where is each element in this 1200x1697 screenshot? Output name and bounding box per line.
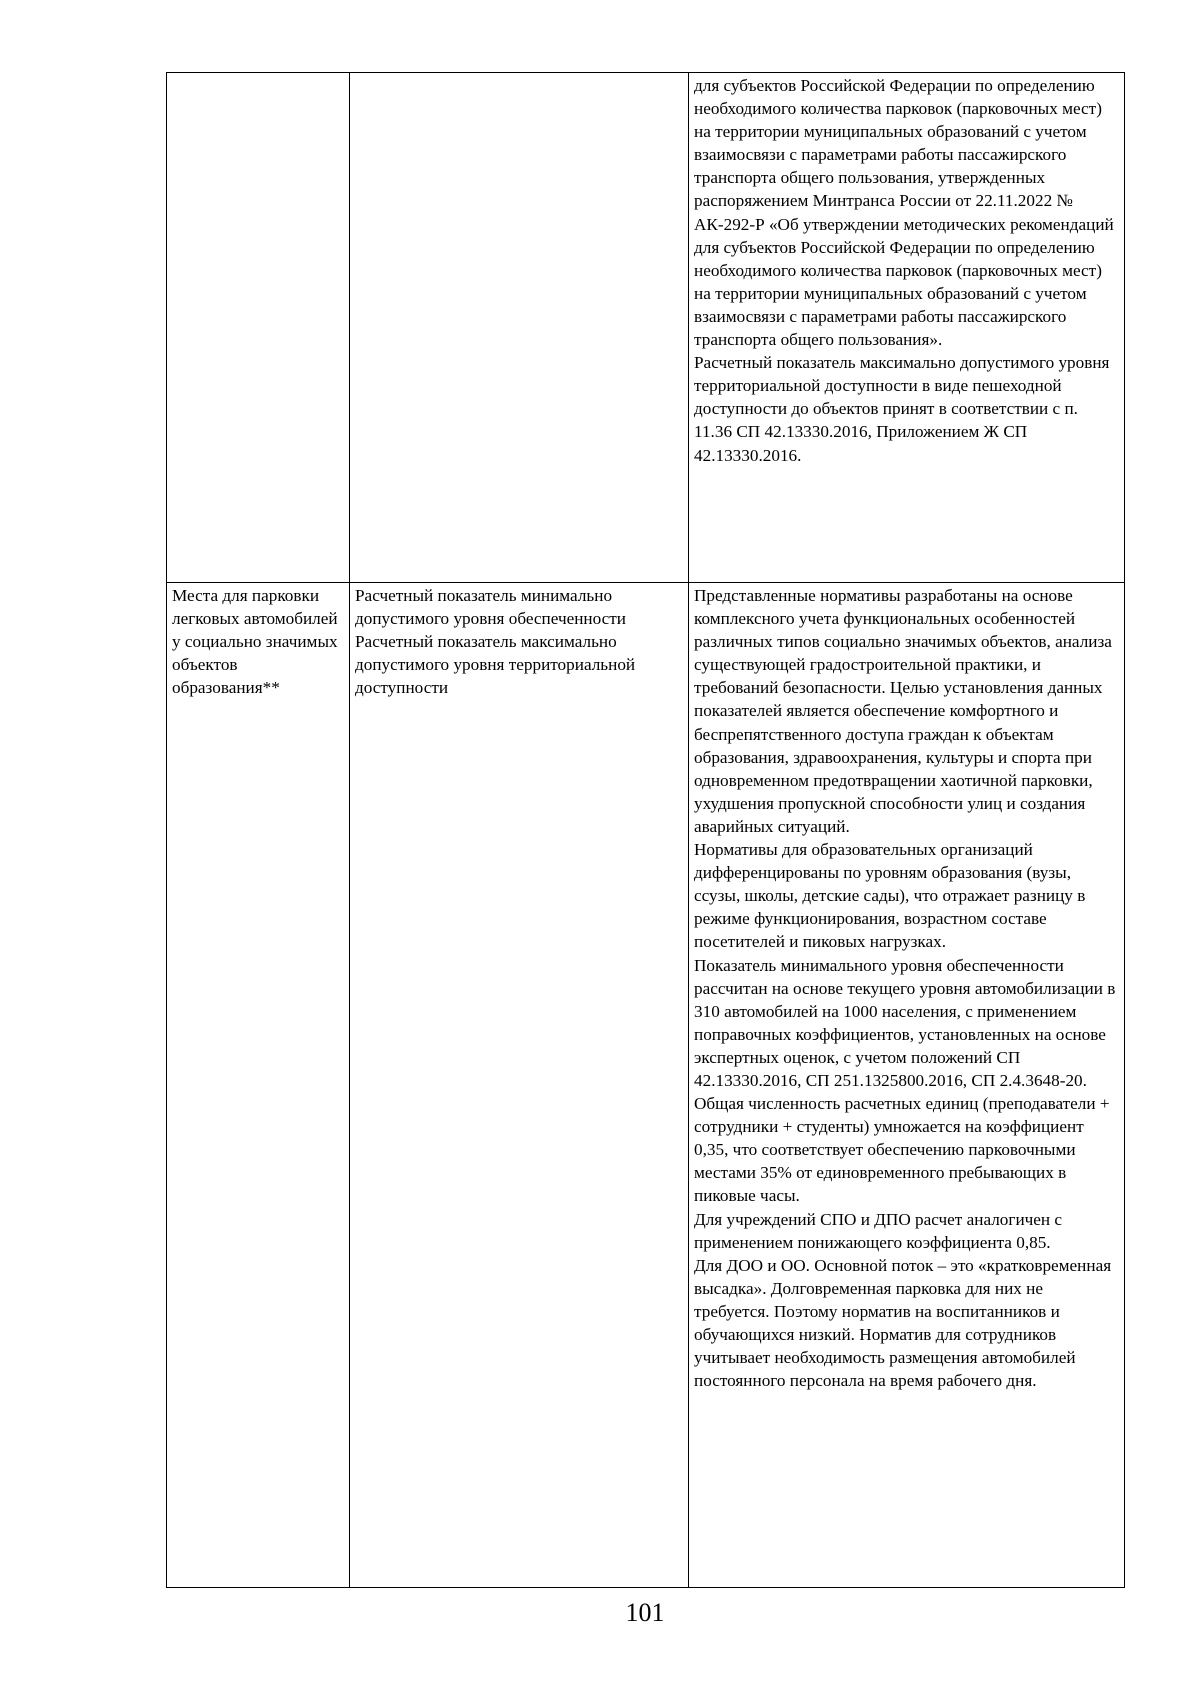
indicator-cell <box>350 583 689 1588</box>
justification-paragraph: Для учреждений СПО и ДПО расчет аналогичен с применением понижающего коэффициента 0,85. <box>694 1209 1063 1252</box>
document-table <box>166 72 1125 1588</box>
justification-cell <box>689 583 1125 1588</box>
justification-paragraph: Общая численность расчетных единиц (преподаватели + сотрудники + студенты) умножается на коэффициент 0,35, что соответствует обеспечению парковочными местами 35% от единовременного пребывающих в пиковые часы. <box>694 1094 1110 1206</box>
justification-paragraph: Нормативы для образовательных организаций дифференцированы по уровням образования (вузы, ссузы, школы, детские сады), что отражает разницу в режиме функционирования, возрастном составе посетителей и пиковых нагрузках. <box>694 840 1086 952</box>
indicator-cell <box>350 73 689 583</box>
justification-cell <box>689 73 1125 583</box>
table-row <box>167 73 1125 583</box>
table-row <box>167 583 1125 1588</box>
justification-paragraph: Показатель минимального уровня обеспеченности рассчитан на основе текущего уровня автомобилизации в 310 автомобилей на 1000 населения, с применением поправочных коэффициентов, установленных на основе экспертных оценок, с учетом положений СП 42.13330.2016, СП 251.1325800.2016, СП 2.4.3648-20. <box>694 955 1116 1090</box>
justification-paragraph: Расчетный показатель максимально допустимого уровня территориальной доступности в виде пешеходной доступности до объектов принят в соответствии с п. 11.36 СП 42.13330.2016, Приложением Ж СП 42.13330.2016. <box>694 353 1110 465</box>
justification-paragraph: Представленные нормативы разработаны на основе комплексного учета функциональных особенностей различных типов социально значимых объектов, анализа существующей градостроительной практики, и требований безопасности. Целью установления данных показателей является обеспечение комфортного и беспрепятственного доступа граждан к объектам образования, здравоохранения, культуры и спорта при одновременном предотвращении хаотичной парковки, ухудшения пропускной способности улиц и создания аварийных ситуаций. <box>694 586 1112 836</box>
object-type-cell <box>167 73 350 583</box>
object-type-cell: Места для парковки легковых автомобилей у социально значимых объектов образования** <box>167 583 350 1588</box>
page-number: 101 <box>625 1598 665 1627</box>
indicator-text: Расчетный показатель максимально допустимого уровня территориальной доступности <box>355 632 636 698</box>
justification-paragraph: Для ДОО и ОО. Основной поток – это «кратковременная высадка». Долговременная парковка для них не требуется. Поэтому норматив на воспитанников и обучающихся низкий. Норматив для сотрудников учитывает необходимость размещения автомобилей постоянного персонала на время рабочего дня. <box>694 1255 1112 1391</box>
indicator-text: Расчетный показатель минимально допустимого уровня обеспеченности <box>355 586 626 629</box>
justification-paragraph: для субъектов Российской Федерации по определению необходимого количества парковок (парковочных мест) на территории муниципальных образований с учетом взаимосвязи с параметрами работы пассажирского транспорта общего пользования, утвержденных распоряжением Минтранса России от 22.11.2022 № АК-292-Р «Об утверждении методических рекомендаций для субъектов Российской Федерации по определению необходимого количества парковок (парковочных мест) на территории муниципальных образований с учетом взаимосвязи с параметрами работы пассажирского транспорта общего пользования». <box>694 76 1114 350</box>
